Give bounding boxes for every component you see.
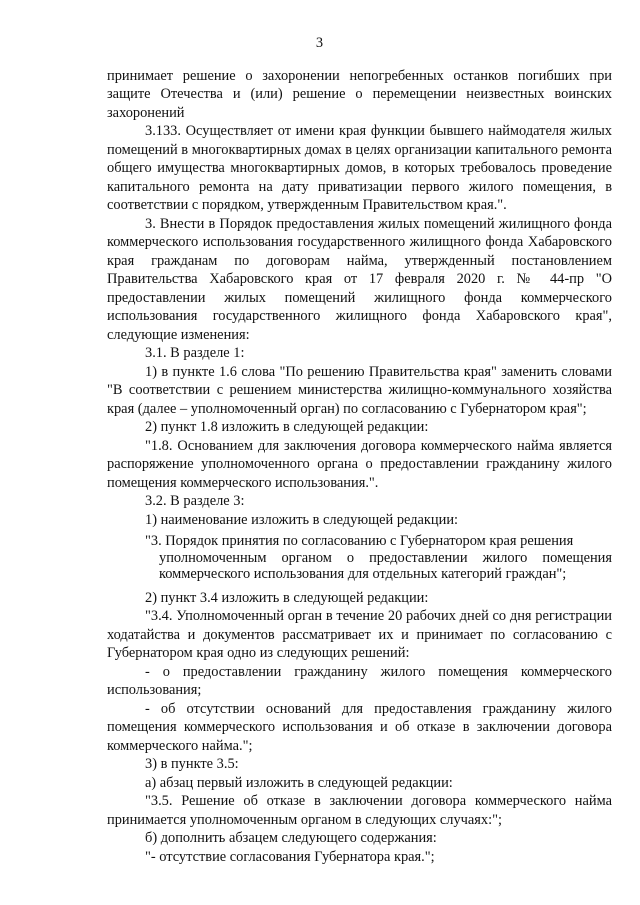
paragraph: принимает решение о захоронении непогребенных останков погибших при защите Отечества и (или) решение о перемещении неизвестных воинских захоронений	[107, 67, 612, 121]
quoted-heading-continuation: уполномоченным органом о предоставлении жилого помещения коммерческого использования для отдельных категорий граждан";	[159, 549, 612, 582]
paragraph: 3) в пункте 3.5:	[145, 756, 239, 772]
paragraph: 1) в пункте 1.6 слова "По решению Правительства края" заменить словами "В соответствии с решением министерства жилищно-коммунального хозяйства края (далее – уполномоченный орган) по согласованию с Губернатором края";	[107, 363, 612, 417]
paragraph: "- отсутствие согласования Губернатора края.";	[145, 848, 435, 865]
paragraph: 3.1. В разделе 1:	[145, 345, 245, 361]
page-number: 3	[315, 35, 324, 51]
quoted-heading	[145, 533, 612, 583]
paragraph: 3.133. Осуществляет от имени края функции бывшего наймодателя жилых помещений в многоквартирных домах в целях организации капитального ремонта общего имущества многоквартирных домов, в которых требовалось проведение капитального ремонта на дату приватизации первого жилого помещения, в соответствии с порядком, утвержденным Правительством края.".	[107, 123, 612, 213]
paragraph: "1.8. Основанием для заключения договора коммерческого найма является распоряжение уполномоченного органа о предоставлении гражданину жилого помещения коммерческого использования.".	[107, 437, 612, 491]
paragraph: "3.5. Решение об отказе в заключении договора коммерческого найма принимается уполномоченным органом в следующих случаях:";	[107, 793, 612, 828]
paragraph: - о предоставлении гражданину жилого помещения коммерческого использования;	[107, 663, 612, 698]
paragraph: "3.4. Уполномоченный орган в течение 20 рабочих дней со дня регистрации ходатайства и документов рассматривает их и принимает по согласованию с Губернатором края одно из следующих решений:	[107, 608, 612, 661]
paragraph: б) дополнить абзацем следующего содержания:	[145, 830, 437, 846]
paragraph: 2) пункт 3.4 изложить в следующей редакции:	[145, 589, 429, 606]
paragraph: а) абзац первый изложить в следующей редакции:	[145, 774, 453, 791]
paragraph: 3. Внести в Порядок предоставления жилых помещений жилищного фонда коммерческого использования государственного жилищного фонда Хабаровского края гражданам по договорам найма, утвержденный постановлением Правительства Хабаровского края от 17 февраля 2020 г. № 44-пр "О предоставлении жилых помещений жилищного фонда коммерческого использования государственного жилищного фонда Хабаровского края", следующие изменения:	[107, 215, 612, 343]
paragraph: 3.2. В разделе 3:	[145, 493, 245, 509]
paragraph: 1) наименование изложить в следующей редакции:	[145, 511, 459, 528]
quoted-heading-first-line: "3. Порядок принятия по согласованию с Губернатором края решения	[145, 533, 574, 549]
paragraph: 2) пункт 1.8 изложить в следующей редакции:	[145, 419, 429, 435]
paragraph: - об отсутствии оснований для предоставления гражданину жилого помещения коммерческого использования и об отказе в заключении договора коммерческого найма.";	[107, 700, 612, 754]
